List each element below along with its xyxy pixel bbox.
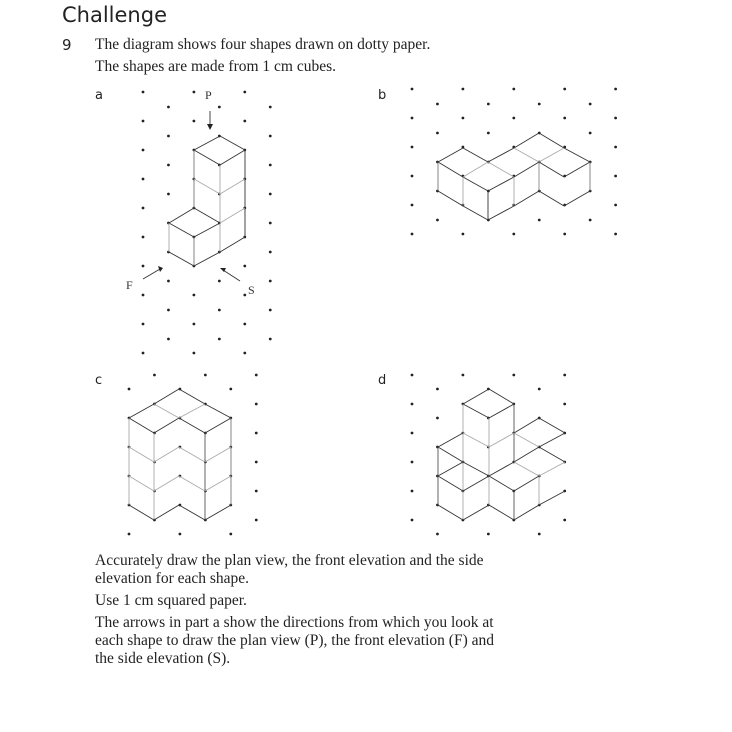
instruction-line-6: the side elevation (S).: [95, 650, 231, 667]
grid-b-dot: [589, 132, 592, 135]
shape-d-edge: [539, 462, 565, 476]
grid-b-dot: [487, 132, 490, 135]
shape-a-edge: [169, 208, 194, 223]
shape-d-edge: [514, 505, 539, 520]
grid-d-dot: [538, 388, 541, 391]
shape-b-edge: [488, 177, 514, 191]
grid-b-dot: [512, 117, 515, 120]
grid-a-dot: [167, 280, 170, 283]
shape-d-edge: [489, 389, 514, 404]
shape-c-edge: [154, 505, 179, 520]
shape-c-edge: [179, 476, 205, 491]
grid-a-dot: [142, 236, 145, 239]
arrow-edge: [143, 269, 160, 279]
grid-d-dot: [411, 490, 414, 493]
shape-a-edge: [169, 252, 194, 266]
grid-b-dot: [589, 219, 592, 222]
grid-d-dot: [538, 533, 541, 536]
shape-d-edge: [489, 476, 514, 491]
grid-a-dot: [142, 294, 145, 297]
part-d-label: d: [378, 373, 387, 388]
grid-a-dot: [243, 294, 246, 297]
grid-a-dot: [218, 309, 221, 312]
grid-a-dot: [218, 338, 221, 341]
grid-a-dot: [269, 164, 272, 167]
shape-b-edge: [564, 148, 590, 162]
grid-b-dot: [589, 103, 592, 106]
grid-a-dot: [243, 265, 246, 268]
grid-a-dot: [269, 309, 272, 312]
shape-d-edge: [489, 462, 514, 476]
shape-d-edge: [514, 447, 539, 462]
grid-b-dot: [436, 132, 439, 135]
instruction-line-1: Accurately draw the plan view, the front elevation and the side: [95, 552, 484, 569]
shape-c-edge: [154, 389, 179, 404]
grid-d-dot: [563, 403, 566, 406]
grid-a-dot: [142, 91, 145, 94]
shape-a-edge: [220, 179, 245, 194]
shape-a-edge: [194, 150, 220, 165]
grid-a-dot: [193, 91, 196, 94]
instruction-line-3: Use 1 cm squared paper.: [95, 592, 247, 609]
shape-d-edge: [463, 505, 489, 520]
shape-a-edge: [220, 150, 245, 165]
shape-d-edge: [438, 462, 463, 476]
shape-d-edge: [438, 476, 463, 491]
shape-b-edge: [438, 148, 463, 162]
shape-c-edge: [179, 418, 205, 433]
grid-a-dot: [142, 265, 145, 268]
grid-a-dot: [269, 222, 272, 225]
grid-b-dot: [436, 103, 439, 106]
shape-a-edge: [220, 237, 245, 252]
shape-a-edge: [169, 223, 194, 237]
shape-c-edge: [154, 476, 179, 491]
shape-a-edge: [194, 208, 220, 223]
part-b-label: b: [378, 88, 387, 103]
front-arrow-icon: [158, 266, 163, 272]
grid-a-dot: [269, 135, 272, 138]
shape-b-edge: [539, 191, 564, 206]
shape-c-edge: [179, 447, 205, 462]
shape-c-edge: [129, 447, 154, 462]
grid-d-dot: [411, 374, 414, 377]
shape-d-edge: [463, 389, 489, 404]
shape-b-edge: [514, 133, 539, 148]
grid-b-dot: [614, 204, 617, 207]
grid-a-dot: [193, 352, 196, 355]
shape-c-edge: [154, 418, 179, 433]
shape-d-edge: [514, 418, 539, 433]
grid-b-dot: [462, 233, 465, 236]
shape-c-edge: [205, 447, 231, 462]
shape-d-edge: [463, 404, 489, 418]
grid-a-dot: [167, 106, 170, 109]
grid-c-dot: [229, 533, 232, 536]
shape-c-edge: [154, 404, 179, 418]
grid-d-dot: [436, 388, 439, 391]
grid-b-dot: [487, 103, 490, 106]
grid-a-dot: [167, 309, 170, 312]
shape-c-edge: [205, 476, 231, 491]
shape-d-edge: [514, 433, 539, 447]
shape-c-edge: [129, 505, 154, 520]
grid-a-dot: [142, 149, 145, 152]
shape-b-edge: [488, 206, 514, 220]
shape-b-edge: [463, 206, 488, 220]
grid-a-dot: [167, 164, 170, 167]
grid-b-dot: [436, 219, 439, 222]
grid-b-dot: [411, 175, 414, 178]
grid-d-dot: [563, 519, 566, 522]
grid-a-dot: [193, 323, 196, 326]
shape-c-edge: [129, 404, 154, 418]
grid-c-dot: [255, 519, 258, 522]
shape-b-edge: [539, 148, 564, 162]
grid-a-dot: [142, 120, 145, 123]
shape-c-edge: [179, 505, 205, 520]
grid-c-dot: [128, 533, 131, 536]
grid-a-dot: [243, 323, 246, 326]
shape-b-edge: [463, 148, 488, 162]
shape-c-edge: [129, 418, 154, 433]
grid-d-dot: [563, 374, 566, 377]
instruction-line-5: each shape to draw the plan view (P), the front elevation (F) and: [95, 632, 494, 649]
grid-a-dot: [269, 251, 272, 254]
grid-b-dot: [411, 204, 414, 207]
shape-a-edge: [220, 136, 245, 150]
shape-b-edge: [438, 162, 463, 177]
grid-c-dot: [128, 388, 131, 391]
shape-b-edge: [463, 162, 488, 177]
shape-d-edge: [438, 433, 463, 447]
shape-b-edge: [514, 162, 539, 177]
shape-b-edge: [488, 148, 514, 162]
grid-c-dot: [179, 533, 182, 536]
grid-b-dot: [512, 88, 515, 91]
grid-c-dot: [204, 374, 207, 377]
grid-b-dot: [462, 88, 465, 91]
front-view-label: F: [126, 278, 133, 292]
part-c-label: c: [95, 373, 103, 388]
shape-b-edge: [514, 148, 539, 162]
grid-c-dot: [255, 461, 258, 464]
shape-d-edge: [514, 462, 539, 476]
grid-c-dot: [255, 374, 258, 377]
shape-a-edge: [194, 179, 220, 194]
grid-b-dot: [411, 146, 414, 149]
arrow-edge: [223, 270, 240, 281]
grid-d-dot: [512, 374, 515, 377]
shape-b-edge: [539, 162, 564, 177]
shape-b-edge: [564, 191, 590, 206]
shape-d-edge: [489, 505, 514, 520]
side-view-label: S: [248, 283, 255, 297]
shape-a-edge: [220, 208, 245, 223]
question-number: 9: [62, 36, 72, 54]
plan-arrow-icon: [207, 124, 213, 130]
shape-b-edge: [564, 162, 590, 177]
grid-d-dot: [487, 533, 490, 536]
shape-d-edge: [539, 418, 565, 433]
plan-view-label: P: [205, 88, 212, 102]
shape-d-edge: [539, 447, 565, 462]
grid-b-dot: [614, 175, 617, 178]
grid-a-dot: [243, 120, 246, 123]
grid-b-dot: [614, 88, 617, 91]
shape-d-edge: [489, 404, 514, 418]
grid-b-dot: [462, 117, 465, 120]
intro-line-1: The diagram shows four shapes drawn on dotty paper.: [95, 36, 431, 53]
grid-d-dot: [411, 432, 414, 435]
grid-a-dot: [142, 178, 145, 181]
grid-d-dot: [411, 461, 414, 464]
shape-c-edge: [205, 418, 231, 433]
grid-b-dot: [411, 117, 414, 120]
shape-c-edge: [179, 389, 205, 404]
grid-d-dot: [411, 403, 414, 406]
instruction-line-4: The arrows in part a show the directions from which you look at: [95, 614, 494, 631]
grid-b-dot: [512, 233, 515, 236]
grid-a-dot: [167, 193, 170, 196]
shape-c-edge: [129, 476, 154, 491]
shape-a-edge: [194, 223, 220, 237]
grid-c-dot: [255, 432, 258, 435]
grid-b-dot: [614, 146, 617, 149]
shape-c-edge: [179, 404, 205, 418]
shape-c-edge: [205, 404, 231, 418]
instruction-line-2: elevation for each shape.: [95, 570, 250, 587]
grid-a-dot: [269, 106, 272, 109]
shape-c-edge: [205, 505, 231, 520]
grid-a-dot: [142, 352, 145, 355]
grid-a-dot: [243, 91, 246, 94]
grid-b-dot: [563, 233, 566, 236]
shape-b-edge: [514, 191, 539, 206]
shape-d-edge: [438, 505, 463, 520]
shape-d-edge: [514, 476, 539, 491]
grid-a-dot: [142, 207, 145, 210]
grid-b-dot: [538, 219, 541, 222]
grid-c-dot: [255, 403, 258, 406]
section-heading: Challenge: [62, 3, 167, 27]
grid-a-dot: [218, 280, 221, 283]
grid-b-dot: [614, 117, 617, 120]
grid-d-dot: [411, 519, 414, 522]
grid-c-dot: [229, 388, 232, 391]
grid-d-dot: [436, 533, 439, 536]
grid-a-dot: [193, 294, 196, 297]
grid-d-dot: [436, 417, 439, 420]
grid-a-dot: [167, 338, 170, 341]
grid-c-dot: [255, 490, 258, 493]
grid-b-dot: [563, 117, 566, 120]
grid-b-dot: [614, 233, 617, 236]
shape-d-edge: [489, 433, 514, 447]
shape-d-edge: [539, 433, 565, 447]
grid-c-dot: [153, 374, 156, 377]
part-a-label: a: [95, 88, 103, 103]
shape-a-edge: [194, 252, 220, 266]
shape-d-edge: [463, 476, 489, 491]
grid-a-dot: [269, 338, 272, 341]
shape-b-edge: [539, 133, 564, 148]
shape-b-edge: [463, 177, 488, 191]
grid-d-dot: [462, 374, 465, 377]
grid-b-dot: [411, 233, 414, 236]
grid-b-dot: [411, 88, 414, 91]
shape-b-edge: [438, 191, 463, 206]
grid-a-dot: [142, 323, 145, 326]
shape-d-edge: [463, 462, 489, 476]
grid-a-dot: [167, 135, 170, 138]
intro-line-2: The shapes are made from 1 cm cubes.: [95, 58, 337, 75]
grid-a-dot: [243, 352, 246, 355]
shape-d-edge: [539, 491, 565, 505]
grid-b-dot: [563, 88, 566, 91]
shape-c-edge: [154, 447, 179, 462]
grid-b-dot: [538, 103, 541, 106]
grid-a-dot: [269, 280, 272, 283]
grid-a-dot: [269, 193, 272, 196]
grid-a-dot: [193, 120, 196, 123]
shape-d-edge: [438, 447, 463, 462]
grid-a-dot: [218, 106, 221, 109]
shape-d-edge: [463, 433, 489, 447]
shape-a-edge: [194, 136, 220, 150]
shape-b-edge: [488, 162, 514, 177]
